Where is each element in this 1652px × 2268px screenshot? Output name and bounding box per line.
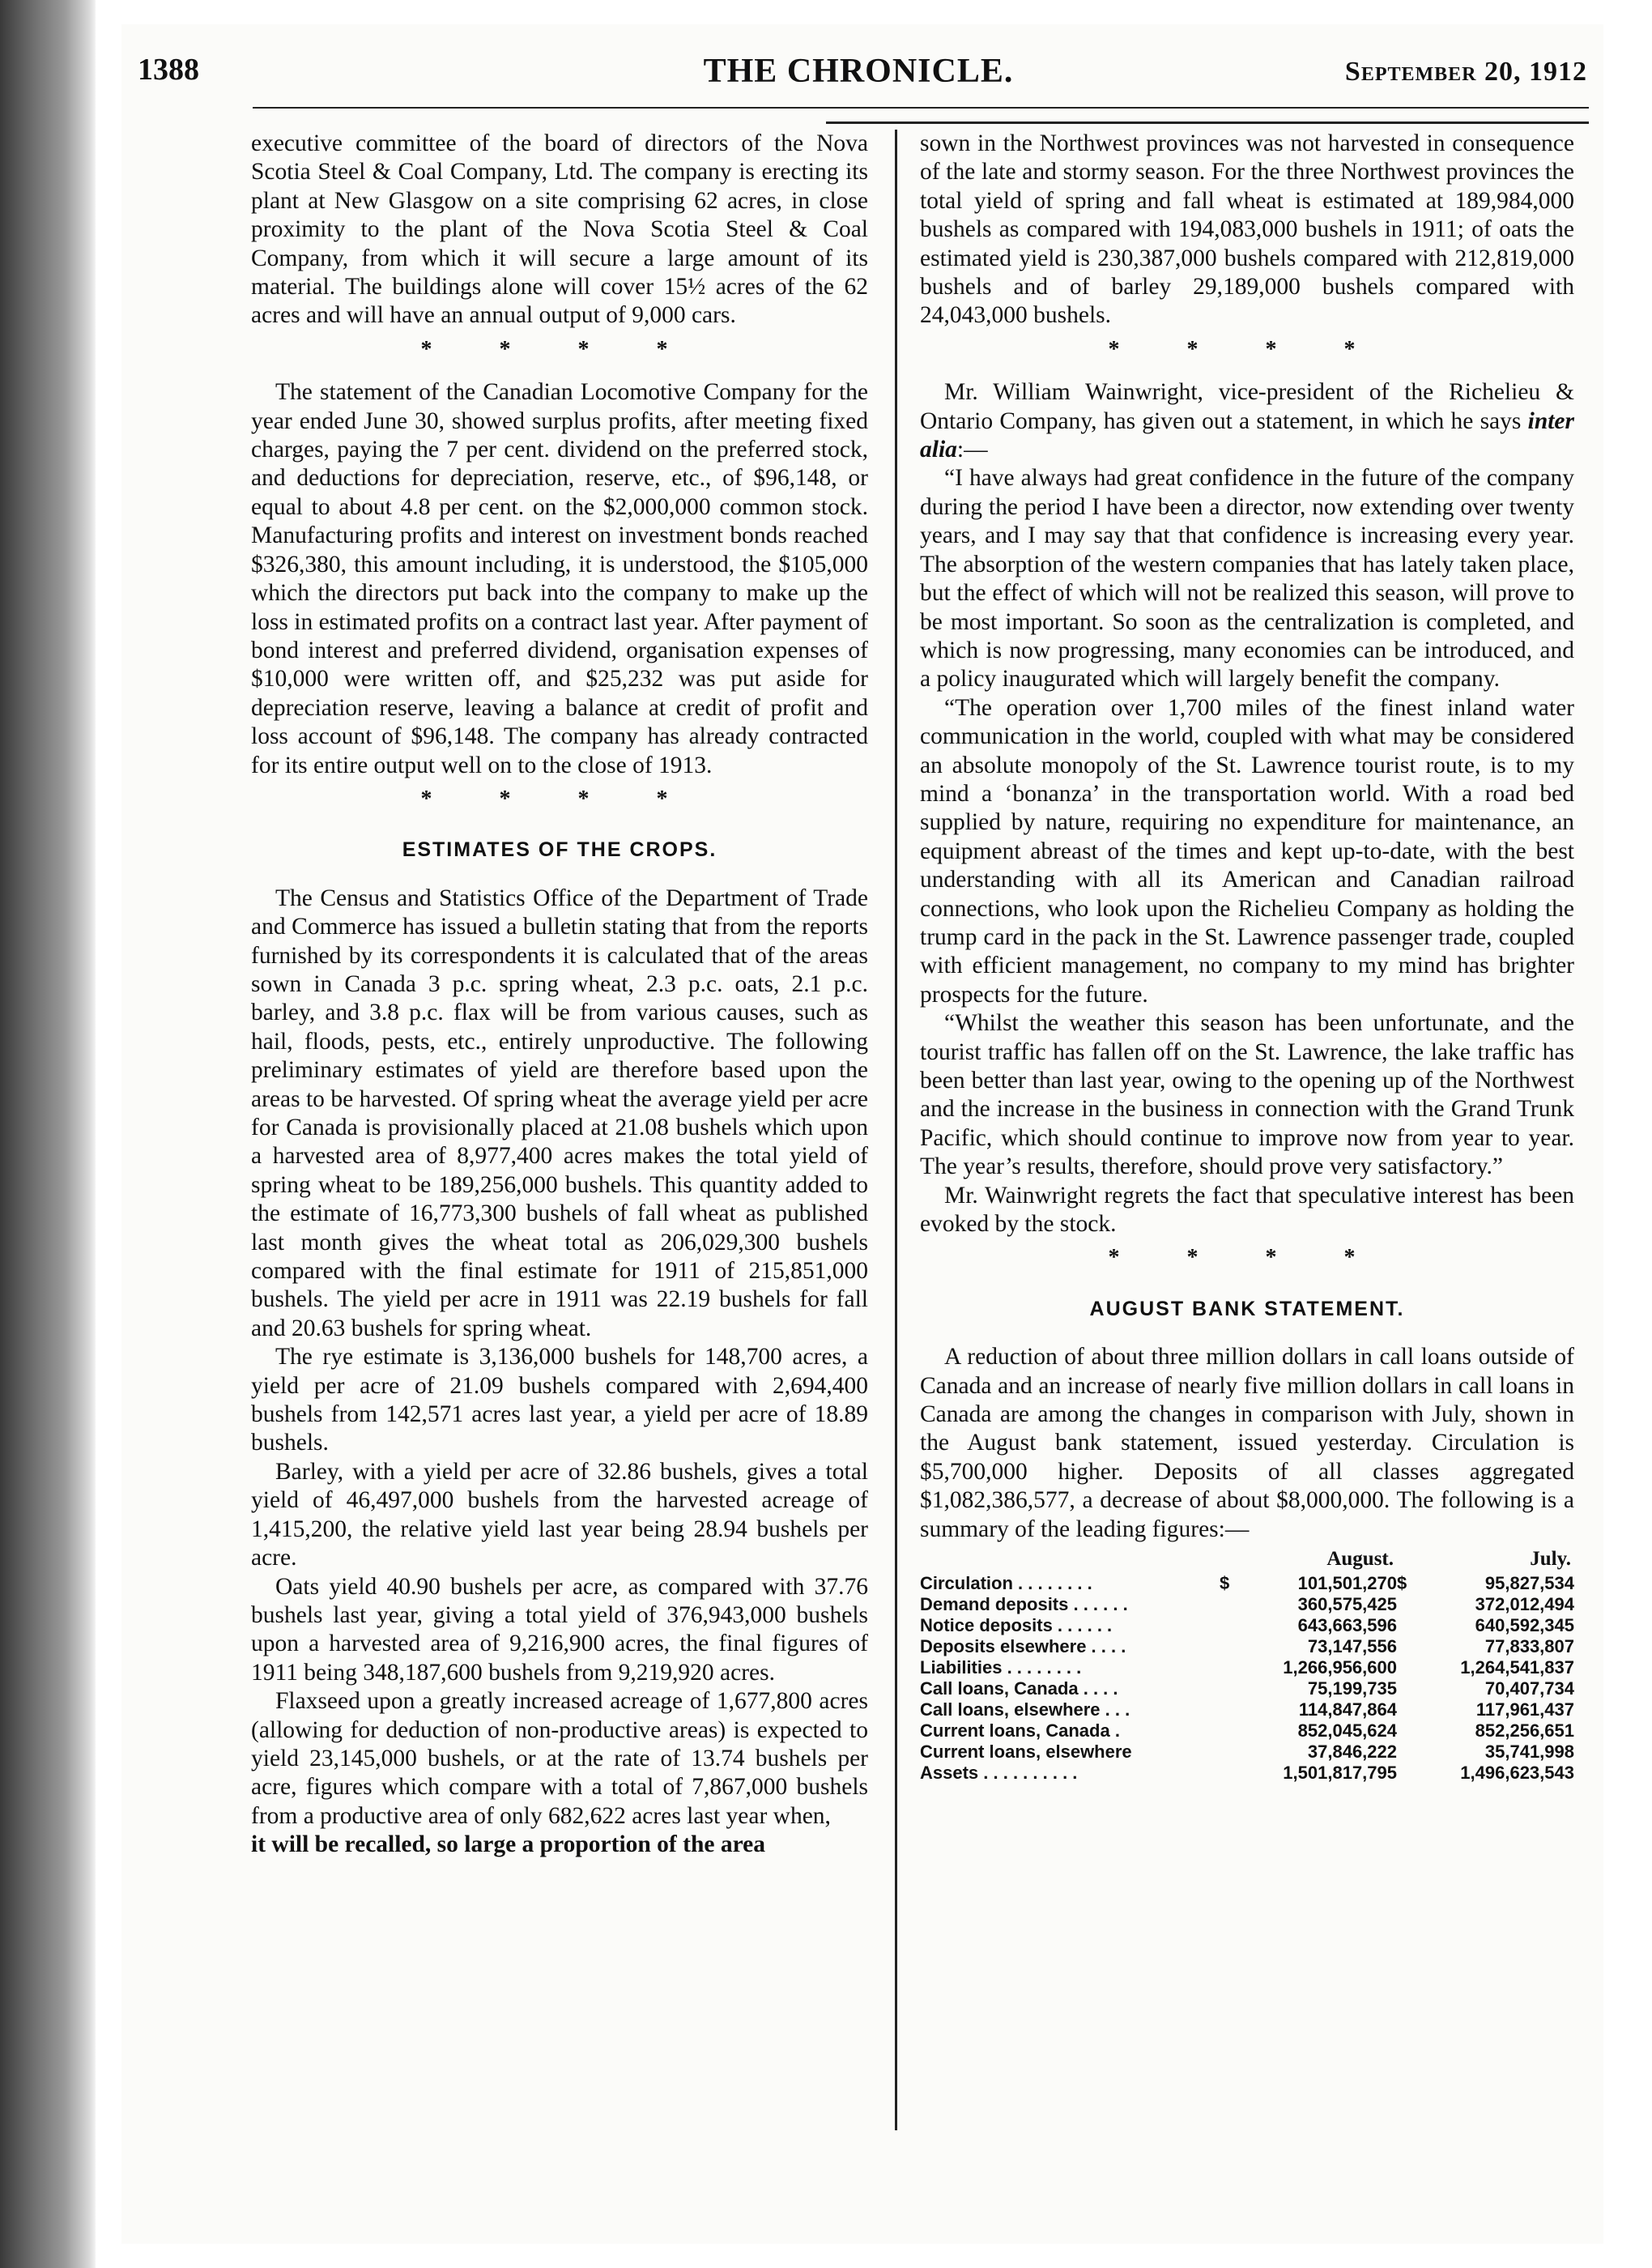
table-row xyxy=(920,1657,1574,1678)
paragraph: Barley, with a yield per acre of 32.86 bushels, gives a total yield of 46,497,000 bushels from the harvested acreage of 1,415,200, the relative yield last year being 28.94 bushels per acre. xyxy=(251,1458,868,1571)
page-number: 1388 xyxy=(138,53,199,87)
july-value: 852,256,651 xyxy=(1475,1720,1574,1742)
latin-phrase: inter alia xyxy=(920,407,1574,463)
august-value: 1,501,817,795 xyxy=(1283,1763,1397,1784)
quote-paragraph: “The operation over 1,700 miles of the finest inland water communication in the world, coupled with what may be considered an absolute monopoly of the St. Lawrence tourist route, is to my mind a ‘bonanza’ in the transportation world. With a road bed supplied by nature, requiring no expenditure for maintenance, an equipment abreast of the times and kept up-to-date, with the best understanding with all its American and Canadian railroad connections, who look upon the Richelieu Company as holding the trump card in the pack in the St. Lawrence passenger trade, coupled with efficient management, no company to my mind has brighter prospects for the future. xyxy=(920,694,1574,1008)
currency-sign xyxy=(1397,1763,1418,1784)
masthead: THE CHRONICLE. xyxy=(703,53,1014,90)
paragraph-continuation: it will be recalled, so large a proportion of the area xyxy=(251,1831,765,1858)
table-row xyxy=(920,1763,1574,1784)
row-label: Call loans, Canada . . . . xyxy=(920,1678,1118,1699)
july-value: 1,496,623,543 xyxy=(1460,1763,1574,1784)
paragraph xyxy=(920,378,1574,464)
august-value: 114,847,864 xyxy=(1298,1699,1397,1720)
column-header-august: August. xyxy=(1326,1548,1394,1571)
currency-sign xyxy=(1397,1636,1418,1657)
currency-sign xyxy=(1220,1678,1241,1699)
currency-sign xyxy=(1220,1594,1241,1615)
right-column xyxy=(920,130,1574,1784)
paragraph: A reduction of about three million dollars in call loans outside of Canada and an increase of nearly five million dollars in call loans in Canada are among the changes in comparison with July, shown in the August bank statement, issued yesterday. Circulation is $5,700,000 higher. Deposits of all classes aggregated $1,082,386,577, a decrease of about $8,000,000. The following is a summary of the leading figures:— xyxy=(920,1344,1574,1542)
currency-sign xyxy=(1220,1763,1241,1784)
paragraph: Oats yield 40.90 bushels per acre, as compared with 37.76 bushels last year, giving a total yield of 376,943,000 bushels upon a harvested area of 9,216,900 acres, the final figures of 1911 being 348,187,600 bushels from 9,219,920 acres. xyxy=(251,1573,868,1686)
paragraph-text: Mr. William Wainwright, vice-president of the Richelieu & Ontario Company, has given out a statement, in which he says xyxy=(920,379,1574,434)
paragraph: Mr. Wainwright regrets the fact that speculative interest has been evoked by the stock. xyxy=(920,1182,1574,1238)
currency-sign xyxy=(1220,1699,1241,1720)
column-divider xyxy=(895,130,897,2130)
row-label: Call loans, elsewhere . . . xyxy=(920,1699,1130,1720)
currency-sign xyxy=(1220,1742,1241,1763)
july-value: 117,961,437 xyxy=(1475,1699,1574,1720)
table-row xyxy=(920,1615,1574,1636)
july-value: 95,827,534 xyxy=(1484,1573,1574,1594)
paragraph: sown in the Northwest provinces was not harvested in consequence of the late and stormy season. For the three Northwest provinces the total yield of spring and fall wheat is estimated at 189,984,000 bushels as compared with 194,083,000 bushels in 1911; of oats the estimated yield is 230,387,000 bushels compared with 212,819,000 bushels and of barley 29,189,000 bushels compared with 24,043,000 bushels. xyxy=(920,130,1574,329)
table-body xyxy=(920,1573,1574,1784)
august-value: 852,045,624 xyxy=(1297,1720,1397,1742)
august-value: 37,846,222 xyxy=(1307,1742,1397,1763)
table-row xyxy=(920,1742,1574,1763)
section-separator: * * * * xyxy=(1108,336,1386,362)
paragraph: The Census and Statistics Office of the Department of Trade and Commerce has issued a bulletin stating that from the reports furnished by its correspondents it is calculated that of the areas sown in Canada 3 p.c. spring wheat, 2.3 p.c. oats, 2.1 p.c. barley, and 3.8 p.c. flax will be from various causes, such as hail, floods, pests, etc., entirely unproductive. The following preliminary estimates of yield are therefore based upon the areas to be harvested. Of spring wheat the average yield per acre for Canada is provisionally placed at 21.08 bushels which upon a harvested area of 8,977,400 acres makes the total yield of spring wheat to be 189,256,000 bushels. This quantity added to the estimate of 16,773,300 bushels of fall wheat as published last month gives the wheat total as 206,029,300 bushels compared with the final estimate for 1911 of 215,851,000 bushels. The yield per acre in 1911 was 22.19 bushels for fall and 20.63 bushels for spring wheat. xyxy=(251,885,868,1341)
august-value: 101,501,270 xyxy=(1297,1573,1397,1594)
currency-sign xyxy=(1397,1615,1418,1636)
section-separator: * * * * xyxy=(420,786,699,812)
table-row xyxy=(920,1573,1574,1594)
currency-sign xyxy=(1220,1657,1241,1678)
column-header-july: July. xyxy=(1530,1548,1571,1571)
august-value: 643,663,596 xyxy=(1297,1615,1397,1636)
section-heading: AUGUST BANK STATEMENT. xyxy=(1089,1297,1405,1320)
table-header-empty xyxy=(920,1549,1220,1573)
quote-paragraph: “I have always had great confidence in the future of the company during the period I have been a director, now extending over twenty years, and I may say that that confidence is increasing every year. The absorption of the western companies that has lately taken place, but the effect of which will not be realized this season, will prove to be most important. So soon as the centralization is completed, and which is now progressing, many economies can be introduced, and a policy inaugurated which will largely benefit the company. xyxy=(920,465,1574,693)
row-label: Deposits elsewhere . . . . xyxy=(920,1636,1126,1657)
july-value: 77,833,807 xyxy=(1484,1636,1574,1657)
section-separator: * * * * xyxy=(420,336,699,362)
paragraph-text: :— xyxy=(956,437,988,463)
row-label: Circulation . . . . . . . . xyxy=(920,1573,1092,1594)
header-rule xyxy=(253,107,1589,109)
currency-sign xyxy=(1220,1636,1241,1657)
currency-sign xyxy=(1397,1699,1418,1720)
currency-sign xyxy=(1220,1720,1241,1742)
currency-sign xyxy=(1397,1720,1418,1742)
page-header xyxy=(130,45,1587,102)
table-row xyxy=(920,1678,1574,1699)
currency-sign: $ xyxy=(1397,1573,1407,1594)
book-binding-shadow xyxy=(0,0,96,2268)
currency-sign xyxy=(1397,1594,1418,1615)
august-value: 75,199,735 xyxy=(1307,1678,1397,1699)
july-value: 35,741,998 xyxy=(1484,1742,1574,1763)
row-label: Demand deposits . . . . . . xyxy=(920,1594,1128,1615)
table-row xyxy=(920,1720,1574,1742)
row-label: Liabilities . . . . . . . . xyxy=(920,1657,1082,1678)
currency-sign: $ xyxy=(1220,1573,1230,1594)
header-rule-right xyxy=(826,122,1589,124)
currency-sign xyxy=(1220,1615,1241,1636)
section-separator: * * * * xyxy=(1108,1245,1386,1271)
july-value: 372,012,494 xyxy=(1475,1594,1574,1615)
august-value: 360,575,425 xyxy=(1297,1594,1397,1615)
paragraph: The statement of the Canadian Locomotive Company for the year ended June 30, showed surplus profits, after meeting fixed charges, paying the 7 per cent. dividend on the preferred stock, and deductions for depreciation, reserve, etc., of $96,148, or equal to about 4.8 per cent. on the $2,000,000 common stock. Manufacturing profits and interest on investment bonds reached $326,380, this amount including, it is understood, the $105,000 which the directors put back into the company to make up the loss in estimated profits on a contract last year. After payment of bond interest and preferred dividend, organisation expenses of $10,000 were written off, and $25,232 was put aside for depreciation reserve, leaving a balance at credit of profit and loss account of $96,148. The company has already contracted for its entire output well on to the close of 1913. xyxy=(251,379,868,778)
august-value: 73,147,556 xyxy=(1307,1636,1397,1657)
august-value: 1,266,956,600 xyxy=(1283,1657,1397,1678)
currency-sign xyxy=(1397,1678,1418,1699)
quote-paragraph: “Whilst the weather this season has been unfortunate, and the tourist traffic has fallen off on the St. Lawrence, the lake traffic has been better than last year, owing to the opening up of the Northwest and the increase in the business in connection with the Grand Trunk Pacific, which should continue to improve now from year to year. The year’s results, therefore, should prove very satisfactory.” xyxy=(920,1010,1574,1180)
paragraph: Flaxseed upon a greatly increased acreage of 1,677,800 acres (allowing for deduction of non-productive areas) is expected to yield 23,145,000 bushels, or at the rate of 13.74 bushels per acre, figures which compare with a total of 7,867,000 bushels from a productive area of only 682,622 acres last year when, xyxy=(251,1688,868,1829)
table-row xyxy=(920,1699,1574,1720)
july-value: 70,407,734 xyxy=(1484,1678,1574,1699)
currency-sign xyxy=(1397,1657,1418,1678)
issue-date: September 20, 1912 xyxy=(1344,57,1587,87)
section-heading: ESTIMATES OF THE CROPS. xyxy=(402,838,717,862)
currency-sign xyxy=(1397,1742,1418,1763)
july-value: 1,264,541,837 xyxy=(1460,1657,1574,1678)
table-row xyxy=(920,1636,1574,1657)
paragraph: The rye estimate is 3,136,000 bushels for 148,700 acres, a yield per acre of 21.09 bushels compared with 2,694,400 bushels from 142,571 acres last year, a yield per acre of 18.89 bushels. xyxy=(251,1344,868,1456)
row-label: Current loans, Canada . xyxy=(920,1720,1120,1742)
bank-statement-table xyxy=(920,1549,1574,1784)
row-label: Notice deposits . . . . . . xyxy=(920,1615,1113,1636)
row-label: Assets . . . . . . . . . . xyxy=(920,1763,1078,1784)
row-label: Current loans, elsewhere xyxy=(920,1742,1132,1763)
paragraph: executive committee of the board of directors of the Nova Scotia Steel & Coal Company, Ltd. The company is erecting its plant at New Glasgow on a site comprising 62 acres, in close proximity to the plant of the Nova Scotia Steel & Coal Company, from which it will secure a large amount of its material. The buildings alone will cover 15½ acres of the 62 acres and will have an annual output of 9,000 cars. xyxy=(251,130,868,329)
left-column xyxy=(251,130,868,1860)
july-value: 640,592,345 xyxy=(1475,1615,1574,1636)
table-row xyxy=(920,1594,1574,1615)
